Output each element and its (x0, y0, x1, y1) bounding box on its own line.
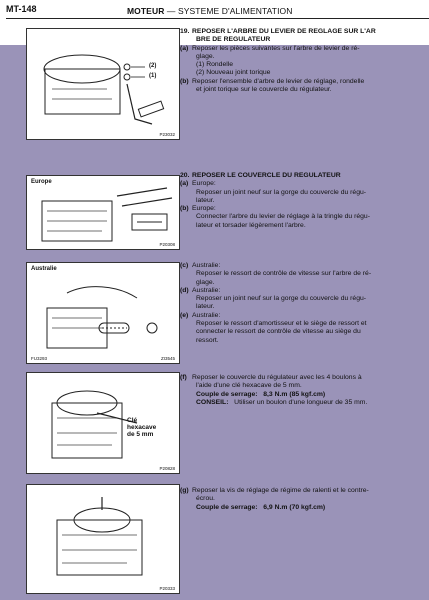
item-text: Reposer un joint neuf sur la gorge du couvercle du régu- (196, 295, 367, 303)
item-key: (c) (180, 262, 189, 269)
torque-value: 8,3 N.m (85 kgf.cm) (263, 390, 326, 398)
governor-cover-illustration (27, 373, 181, 475)
australie-illustration (27, 263, 181, 365)
item-key: (b) (180, 77, 189, 85)
figure-code: P20333 (159, 586, 175, 591)
item-key: (a) (180, 180, 189, 188)
item-text-cont: et joint torique sur le couvercle du régulateur. (196, 86, 332, 94)
item-text-cont: lateur. (196, 196, 215, 204)
item-title: Australie: (192, 286, 221, 294)
item-title: Australie: (192, 311, 221, 319)
torque-label: Couple de serrage: (196, 503, 258, 511)
figure-code: P23032 (159, 132, 175, 137)
figure-governor-cover (26, 372, 180, 474)
figure-code: P20308 (159, 242, 175, 247)
torque-label: Couple de serrage: (196, 390, 258, 398)
item-key: (d) (180, 286, 189, 294)
lever-shaft-illustration (27, 29, 181, 141)
item-text-cont: lateur et torsader légèrement l'arbre. (196, 221, 306, 229)
header-rule (6, 18, 429, 19)
step-20-australie (180, 262, 429, 345)
step-19 (180, 28, 429, 94)
item-title: Europe: (192, 180, 216, 188)
figure-lever-shaft (26, 28, 180, 140)
callout-hex-key: Clé hexacave de 5 mm (127, 417, 157, 438)
step-title-cont: BRE DE REGULATEUR (196, 36, 271, 44)
torque-spec (180, 504, 429, 512)
step-20-g (180, 487, 429, 512)
section-title: MOTEUR (127, 6, 165, 16)
subsection-title: SYSTEME D'ALIMENTATION (177, 6, 293, 16)
item-text-cont: écrou. (196, 495, 215, 503)
page-number: MT-148 (6, 4, 37, 14)
item-text-cont: lateur. (196, 303, 215, 311)
step-20-f (180, 374, 429, 407)
item-text-cont: glage. (196, 278, 215, 286)
item-text: Reposer un joint neuf sur la gorge du couvercle du régu- (196, 188, 367, 196)
item-key: (g) (180, 487, 189, 494)
item-text: Reposer le couvercle du régulateur avec les 4 boulons à (192, 374, 362, 381)
figure-code-left: FU3293 (31, 356, 48, 361)
item-key: (a) (180, 44, 189, 52)
tip-text: Utiliser un boulon d'une longueur de 35 mm. (234, 398, 368, 406)
step-20 (180, 172, 429, 230)
item-text: Reposer le ressort de contrôle de vitesse sur l'arbre de ré- (196, 270, 372, 278)
tip-label: CONSEIL: (196, 398, 229, 406)
tip (180, 399, 429, 407)
figure-code: P20828 (159, 466, 175, 471)
figure-label: Europe (31, 179, 52, 185)
idle-screw-illustration (27, 485, 181, 595)
item-text: Reposer la vis de réglage de régime de ralenti et le contre- (192, 487, 369, 494)
item-text: Reposer l'ensemble d'arbre de levier de réglage, rondelle (192, 77, 365, 85)
part-2: (2) Nouveau joint torique (196, 69, 271, 77)
item-text-cont: connecter le ressort de contrôle de vitesse au siège du (196, 328, 361, 336)
item-text: Connecter l'arbre du levier de réglage à la tringle du régu- (196, 213, 370, 221)
figure-code: ZI3545 (160, 356, 175, 361)
step-number: 19. (180, 28, 190, 35)
figure-idle-screw (26, 484, 180, 594)
page-header-title (127, 6, 292, 16)
europe-illustration (27, 176, 181, 251)
header-separator: — (166, 6, 176, 16)
item-title: Europe: (192, 205, 216, 213)
item-text: Reposer le ressort d'amortisseur et le siège de ressort et (196, 320, 367, 328)
torque-spec (180, 391, 429, 399)
part-1: (1) Rondelle (196, 61, 234, 69)
item-text-cont: ressort. (196, 336, 219, 344)
callout-2: (2) (149, 63, 157, 69)
step-title: REPOSER L'ARBRE DU LEVIER DE REGLAGE SUR L'AR (192, 28, 376, 35)
callout-1: (1) (149, 73, 157, 79)
torque-value: 6,9 N.m (70 kgf.cm) (263, 503, 326, 511)
item-key: (f) (180, 374, 187, 381)
item-text-cont: l'aide d'une clé hexacave de 5 mm. (196, 382, 302, 390)
step-number: 20. (180, 172, 190, 179)
figure-label: Australie (31, 266, 57, 272)
figure-australie (26, 262, 180, 364)
item-key: (b) (180, 205, 189, 213)
figure-europe (26, 175, 180, 250)
item-key: (e) (180, 311, 189, 319)
item-text: Reposer les pièces suivantes sur l'arbre de levier de ré- (192, 44, 360, 52)
item-text-cont: glage. (196, 52, 215, 60)
step-title: REPOSER LE COUVERCLE DU REGULATEUR (192, 172, 341, 179)
item-title: Australie: (192, 262, 221, 269)
